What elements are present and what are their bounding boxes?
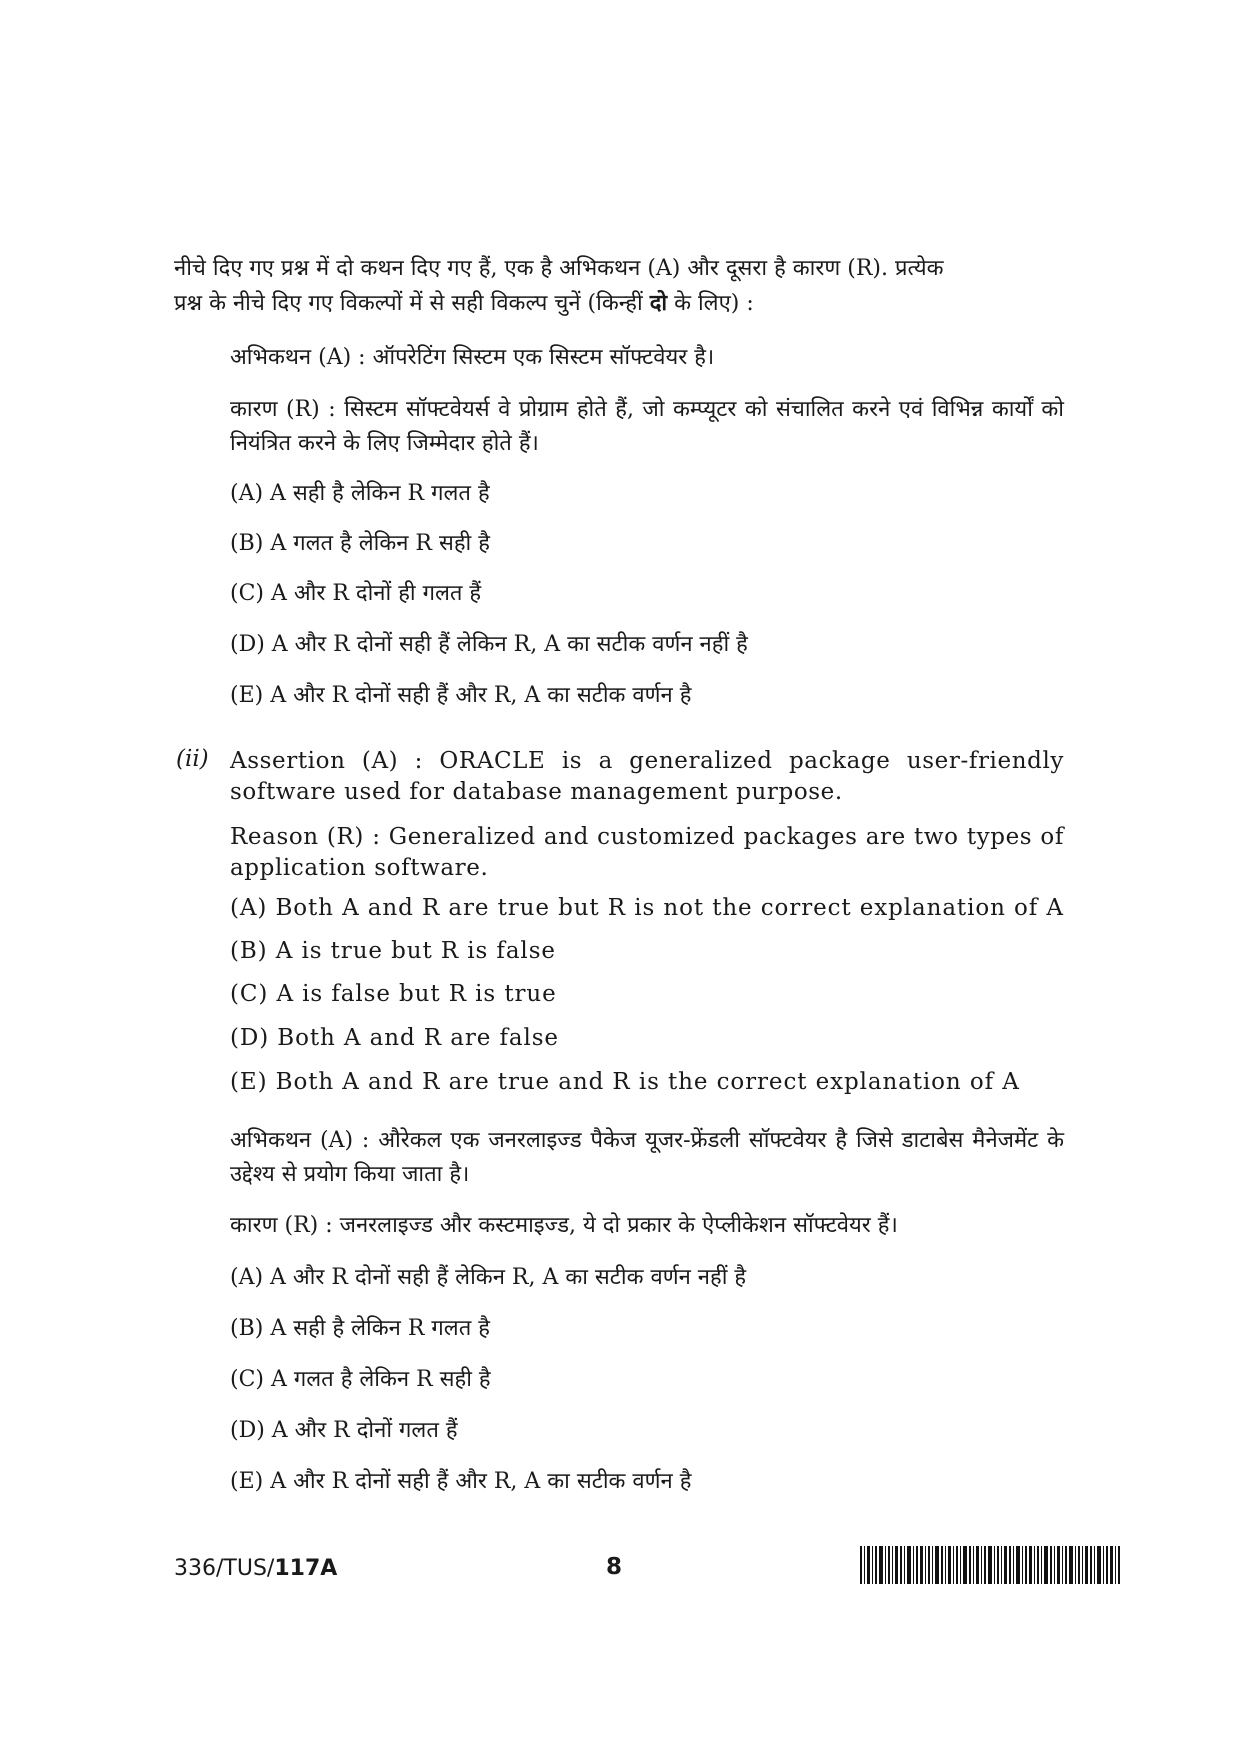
q2-hindi-option-e: (E) A और R दोनों सही हैं और R, A का सटीक वर्णन है bbox=[230, 1469, 692, 1494]
q2-option-c: (C) A is false but R is true bbox=[230, 981, 557, 1007]
q2-hindi-option-c: (C) A गलत है लेकिन R सही है bbox=[230, 1367, 491, 1392]
paper-code bbox=[174, 1556, 337, 1581]
q2-option-b: (B) A is true but R is false bbox=[230, 938, 556, 964]
question-number: (ii) bbox=[176, 746, 209, 772]
q1-hindi-reason: कारण (R) : सिस्टम सॉफ्टवेयर्स वे प्रोग्राम होते हैं, जो कम्प्यूटर को संचालित करने एवं विभिन्न कार्यों को नियंत्रित करने के लिए जिम्मेदार होते हैं। bbox=[230, 397, 1064, 456]
paper-code-prefix: 336/TUS/ bbox=[174, 1556, 275, 1581]
paper-code-bold: 117A bbox=[274, 1556, 338, 1581]
q2-option-e: (E) Both A and R are true and R is the correct explanation of A bbox=[230, 1069, 1020, 1095]
instructions-line-2 bbox=[174, 286, 1064, 321]
q2-hindi-assertion: अभिकथन (A) : औरेकल एक जनरलाइज्ड पैकेज यूजर-फ्रेंडली सॉफ्टवेयर है जिसे डाटाबेस मैनेजमेंट के उद्देश्य से प्रयोग किया जाता है। bbox=[230, 1128, 1064, 1187]
instructions bbox=[174, 252, 1064, 321]
page-number: 8 bbox=[606, 1554, 623, 1580]
q2-assertion: Assertion (A) : ORACLE is a generalized package user-friendly software used for database management purpose. bbox=[230, 748, 1064, 805]
instructions-line-2-start: प्रश्न के नीचे दिए गए विकल्पों में से सही विकल्प चुनें (किन्हीं bbox=[174, 291, 650, 316]
q1-hindi-option-e: (E) A और R दोनों सही हैं और R, A का सटीक वर्णन है bbox=[230, 683, 692, 708]
q2-hindi-option-d: (D) A और R दोनों गलत हैं bbox=[230, 1418, 458, 1443]
q1-hindi-assertion: अभिकथन (A) : ऑपरेटिंग सिस्टम एक सिस्टम सॉफ्टवेयर है। bbox=[230, 345, 715, 370]
barcode-icon bbox=[860, 1546, 1120, 1584]
q2-reason: Reason (R) : Generalized and customized packages are two types of application software. bbox=[230, 824, 1064, 881]
q1-hindi-option-c: (C) A और R दोनों ही गलत हैं bbox=[230, 581, 482, 606]
q1-hindi-option-d: (D) A और R दोनों सही हैं लेकिन R, A का सटीक वर्णन नहीं है bbox=[230, 632, 748, 657]
q2-hindi-option-a: (A) A और R दोनों सही हैं लेकिन R, A का सटीक वर्णन नहीं है bbox=[230, 1265, 747, 1290]
q1-hindi-option-b: (B) A गलत है लेकिन R सही है bbox=[230, 531, 490, 556]
instructions-bold-two: दो bbox=[649, 290, 668, 316]
q2-hindi-option-b: (B) A सही है लेकिन R गलत है bbox=[230, 1316, 490, 1341]
q2-option-a: (A) Both A and R are true but R is not the correct explanation of A bbox=[230, 895, 1064, 921]
instructions-line-2-end: के लिए) : bbox=[667, 291, 754, 316]
q2-hindi-reason: कारण (R) : जनरलाइज्ड और कस्टमाइज्ड, ये दो प्रकार के ऐप्लीकेशन सॉफ्टवेयर हैं। bbox=[230, 1213, 898, 1238]
q1-hindi-option-a: (A) A सही है लेकिन R गलत है bbox=[230, 481, 490, 506]
q2-option-d: (D) Both A and R are false bbox=[230, 1025, 559, 1051]
instructions-line-1: नीचे दिए गए प्रश्न में दो कथन दिए गए हैं, एक है अभिकथन (A) और दूसरा है कारण (R). प्रत्येक bbox=[174, 256, 944, 281]
